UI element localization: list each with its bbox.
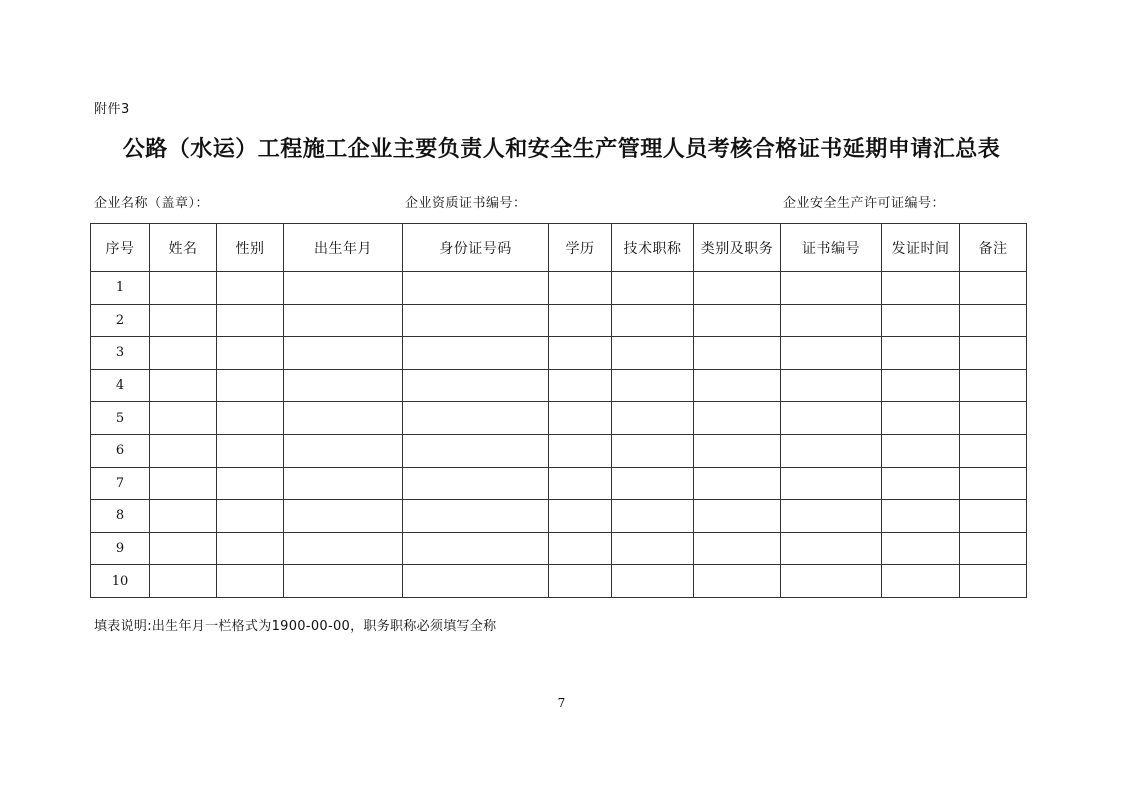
- cell-issue-date: [882, 272, 960, 305]
- header-id-number: 身份证号码: [403, 224, 549, 272]
- application-summary-table: [90, 223, 1027, 598]
- cell-technical-title: [612, 304, 694, 337]
- cell-gender: [217, 304, 284, 337]
- header-gender: 性别: [217, 224, 284, 272]
- cell-issue-date: [882, 337, 960, 370]
- cell-certificate-number: [781, 369, 882, 402]
- cell-issue-date: [882, 532, 960, 565]
- row-seq-number: 1: [91, 272, 150, 305]
- cell-technical-title: [612, 402, 694, 435]
- cell-category-position: [694, 434, 781, 467]
- cell-remarks: [960, 532, 1027, 565]
- row-seq-number: 4: [91, 369, 150, 402]
- cell-remarks: [960, 565, 1027, 598]
- header-seq: 序号: [91, 224, 150, 272]
- cell-id-number: [403, 532, 549, 565]
- cell-category-position: [694, 467, 781, 500]
- cell-category-position: [694, 500, 781, 533]
- cell-gender: [217, 337, 284, 370]
- cell-education: [549, 402, 612, 435]
- cell-name: [150, 434, 217, 467]
- enterprise-name-label: 企业名称（盖章）：: [94, 196, 210, 211]
- cell-remarks: [960, 369, 1027, 402]
- row-seq-number: 6: [91, 434, 150, 467]
- table-row: [91, 272, 1027, 305]
- cell-gender: [217, 434, 284, 467]
- cell-category-position: [694, 304, 781, 337]
- cell-issue-date: [882, 467, 960, 500]
- safety-license-label: 企业安全生产许可证编号：: [783, 196, 946, 211]
- row-seq-number: 7: [91, 467, 150, 500]
- cell-id-number: [403, 565, 549, 598]
- cell-issue-date: [882, 369, 960, 402]
- cell-certificate-number: [781, 565, 882, 598]
- cell-remarks: [960, 402, 1027, 435]
- cell-gender: [217, 500, 284, 533]
- cell-id-number: [403, 434, 549, 467]
- cell-certificate-number: [781, 500, 882, 533]
- cell-category-position: [694, 369, 781, 402]
- cell-birth-date: [284, 467, 403, 500]
- cell-name: [150, 272, 217, 305]
- cell-name: [150, 500, 217, 533]
- cell-issue-date: [882, 434, 960, 467]
- cell-birth-date: [284, 402, 403, 435]
- header-birth-date: 出生年月: [284, 224, 403, 272]
- table-row: [91, 434, 1027, 467]
- cell-certificate-number: [781, 532, 882, 565]
- cell-birth-date: [284, 434, 403, 467]
- cell-technical-title: [612, 337, 694, 370]
- filling-instructions: 填表说明:出生年月一栏格式为1900-00-00，职务职称必须填写全称: [94, 619, 497, 634]
- cell-birth-date: [284, 532, 403, 565]
- cell-birth-date: [284, 272, 403, 305]
- header-category-position: 类别及职务: [694, 224, 781, 272]
- row-seq-number: 9: [91, 532, 150, 565]
- table-row: [91, 467, 1027, 500]
- cell-id-number: [403, 272, 549, 305]
- cell-id-number: [403, 337, 549, 370]
- cell-name: [150, 337, 217, 370]
- row-seq-number: 3: [91, 337, 150, 370]
- cell-name: [150, 369, 217, 402]
- cell-birth-date: [284, 304, 403, 337]
- cell-remarks: [960, 337, 1027, 370]
- cell-gender: [217, 369, 284, 402]
- cell-category-position: [694, 565, 781, 598]
- cell-name: [150, 467, 217, 500]
- cell-certificate-number: [781, 434, 882, 467]
- cell-birth-date: [284, 500, 403, 533]
- cell-category-position: [694, 532, 781, 565]
- cell-certificate-number: [781, 467, 882, 500]
- cell-id-number: [403, 402, 549, 435]
- cell-technical-title: [612, 369, 694, 402]
- cell-birth-date: [284, 369, 403, 402]
- cell-gender: [217, 272, 284, 305]
- cell-id-number: [403, 369, 549, 402]
- cell-name: [150, 402, 217, 435]
- cell-remarks: [960, 500, 1027, 533]
- cell-birth-date: [284, 565, 403, 598]
- table-row: [91, 369, 1027, 402]
- document-title: 公路（水运）工程施工企业主要负责人和安全生产管理人员考核合格证书延期申请汇总表: [122, 137, 1001, 162]
- cell-id-number: [403, 500, 549, 533]
- cell-certificate-number: [781, 402, 882, 435]
- cell-education: [549, 304, 612, 337]
- cell-certificate-number: [781, 304, 882, 337]
- cell-technical-title: [612, 434, 694, 467]
- cell-education: [549, 532, 612, 565]
- cell-remarks: [960, 467, 1027, 500]
- header-certificate-number: 证书编号: [781, 224, 882, 272]
- attachment-label: 附件3: [94, 102, 130, 117]
- row-seq-number: 2: [91, 304, 150, 337]
- cell-name: [150, 304, 217, 337]
- cell-issue-date: [882, 565, 960, 598]
- cell-gender: [217, 532, 284, 565]
- cell-issue-date: [882, 304, 960, 337]
- cell-remarks: [960, 434, 1027, 467]
- cell-name: [150, 532, 217, 565]
- table-header-row: [91, 224, 1027, 272]
- row-seq-number: 5: [91, 402, 150, 435]
- header-name: 姓名: [150, 224, 217, 272]
- table-row: [91, 337, 1027, 370]
- cell-issue-date: [882, 500, 960, 533]
- cell-remarks: [960, 304, 1027, 337]
- cell-birth-date: [284, 337, 403, 370]
- cell-gender: [217, 565, 284, 598]
- header-issue-date: 发证时间: [882, 224, 960, 272]
- table-row: [91, 402, 1027, 435]
- cell-category-position: [694, 402, 781, 435]
- cell-id-number: [403, 304, 549, 337]
- cell-certificate-number: [781, 272, 882, 305]
- cell-education: [549, 369, 612, 402]
- cell-technical-title: [612, 565, 694, 598]
- table-row: [91, 304, 1027, 337]
- cell-technical-title: [612, 272, 694, 305]
- header-education: 学历: [549, 224, 612, 272]
- cell-name: [150, 565, 217, 598]
- cell-education: [549, 500, 612, 533]
- cell-gender: [217, 467, 284, 500]
- table-row: [91, 565, 1027, 598]
- cell-education: [549, 434, 612, 467]
- cell-education: [549, 337, 612, 370]
- cell-category-position: [694, 337, 781, 370]
- row-seq-number: 8: [91, 500, 150, 533]
- cell-id-number: [403, 467, 549, 500]
- cell-issue-date: [882, 402, 960, 435]
- page-number: 7: [557, 696, 566, 710]
- cell-remarks: [960, 272, 1027, 305]
- table-row: [91, 500, 1027, 533]
- header-remarks: 备注: [960, 224, 1027, 272]
- cell-education: [549, 272, 612, 305]
- row-seq-number: 10: [91, 565, 150, 598]
- cell-technical-title: [612, 467, 694, 500]
- cell-education: [549, 565, 612, 598]
- qualification-cert-label: 企业资质证书编号：: [405, 196, 527, 211]
- cell-certificate-number: [781, 337, 882, 370]
- table-row: [91, 532, 1027, 565]
- cell-gender: [217, 402, 284, 435]
- cell-technical-title: [612, 532, 694, 565]
- header-technical-title: 技术职称: [612, 224, 694, 272]
- cell-education: [549, 467, 612, 500]
- cell-category-position: [694, 272, 781, 305]
- cell-technical-title: [612, 500, 694, 533]
